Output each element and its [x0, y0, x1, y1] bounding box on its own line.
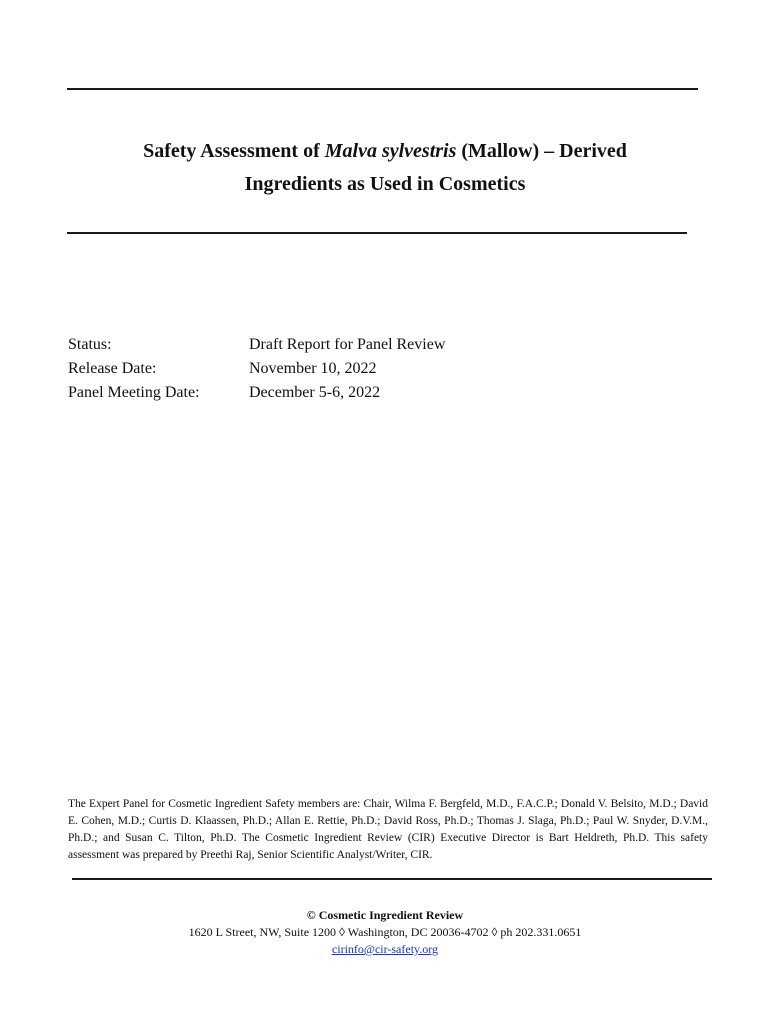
- expert-panel-paragraph: The Expert Panel for Cosmetic Ingredient Safety members are: Chair, Wilma F. Bergfeld, M.D., F.A.C.P.; Donald V. Belsito, M.D.; David E. Cohen, M.D.; Curtis D. Klaassen, Ph.D.; Allan E. Rettie, Ph.D.; David Ross, Ph.D.; Thomas J. Slaga, Ph.D.; Paul W. Snyder, D.V.M., Ph.D.; and Susan C. Tilton, Ph.D. The Cosmetic Ingredient Review (CIR) Executive Director is Bart Heldreth, Ph.D. This safety assessment was prepared by Preethi Raj, Senior Scientific Analyst/Writer, CIR.: [68, 798, 708, 861]
- title-line-1: [60, 135, 710, 168]
- footer-rule: [72, 878, 712, 880]
- status-label: Status:: [68, 336, 112, 353]
- footer: [0, 907, 770, 958]
- release-date-value: November 10, 2022: [249, 360, 377, 377]
- status-value: Draft Report for Panel Review: [249, 336, 446, 353]
- title-text-start: Safety Assessment of: [143, 140, 325, 162]
- title-text-end: (Mallow) – Derived: [456, 140, 627, 162]
- meta-row-panel-meeting-date: [68, 381, 445, 405]
- report-meta: [68, 333, 445, 405]
- title-line-2: Ingredients as Used in Cosmetics: [244, 173, 526, 195]
- panel-meeting-date-label: Panel Meeting Date:: [68, 384, 200, 401]
- title-bottom-rule: [67, 232, 687, 234]
- meta-row-release-date: [68, 357, 445, 381]
- title-species-name: Malva sylvestris: [324, 140, 457, 162]
- email-link[interactable]: cirinfo@cir-safety.org: [331, 942, 439, 956]
- panel-meeting-date-value: December 5-6, 2022: [249, 384, 381, 401]
- meta-row-status: [68, 333, 445, 357]
- address-line: 1620 L Street, NW, Suite 1200 ◊ Washington, DC 20036-4702 ◊ ph 202.331.0651: [188, 925, 582, 939]
- top-rule: [67, 88, 698, 90]
- document-title: [60, 135, 710, 201]
- release-date-label: Release Date:: [68, 360, 157, 377]
- copyright-org: © Cosmetic Ingredient Review: [306, 908, 464, 922]
